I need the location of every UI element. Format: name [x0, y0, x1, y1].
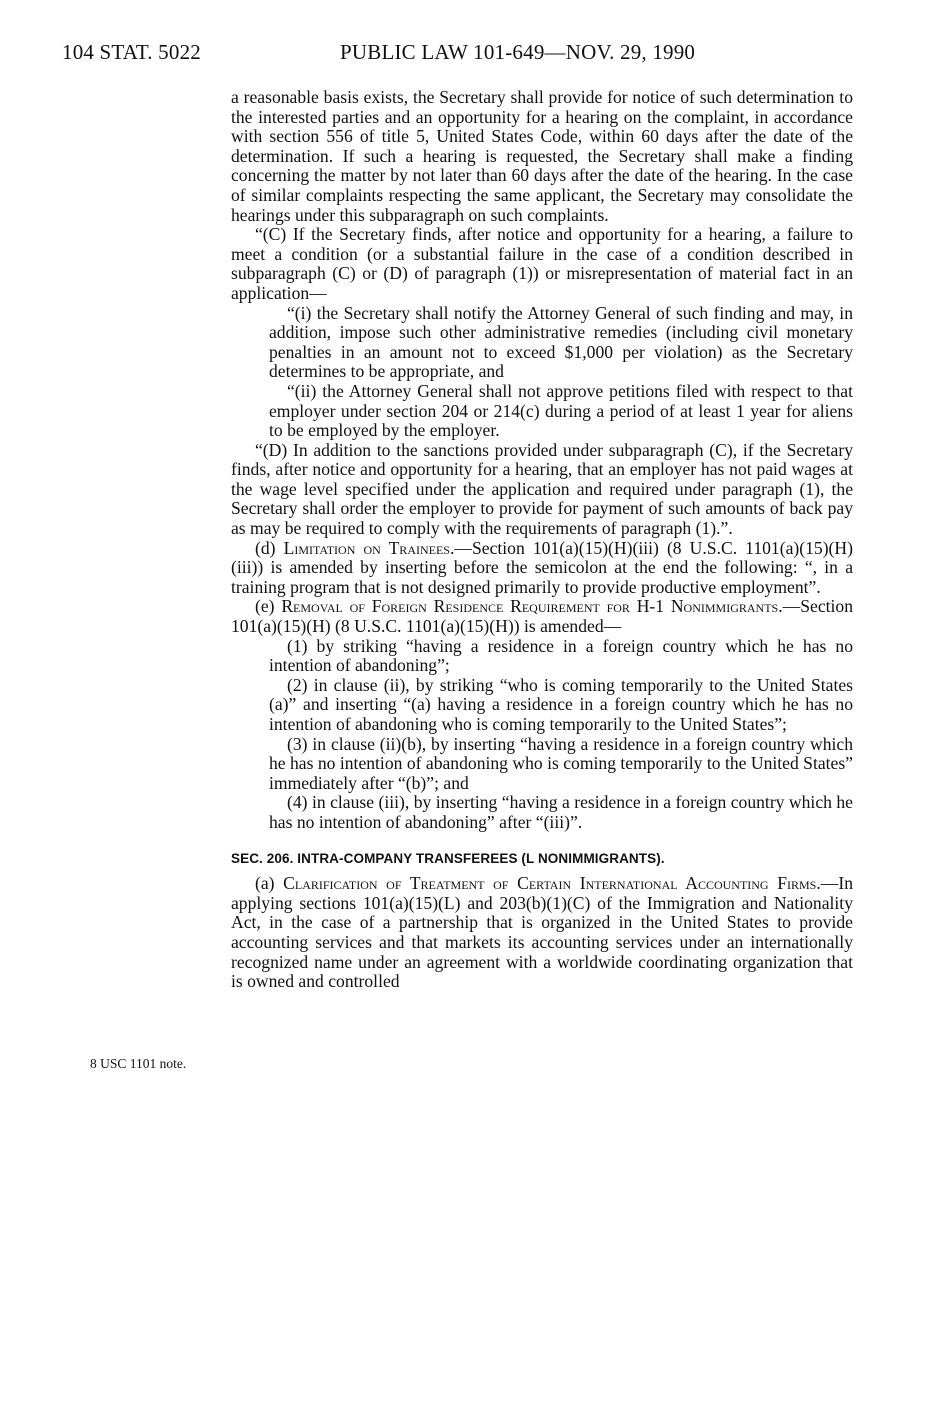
subsection-a-heading: Clarification of Treatment of Certain International Accounting Firms. — [283, 873, 821, 894]
section-heading: SEC. 206. INTRA-COMPANY TRANSFEREES (L NONIMMIGRANTS). — [231, 850, 665, 866]
amendment-2: (2) in clause (ii), by striking “who is coming temporarily to the United States (a)” and inserting “(a) having a residence in a foreign country which he has no intention of abandoning who is coming temporarily to the United States”; — [269, 674, 853, 734]
clause-i: “(i) the Secretary shall notify the Attorney General of such finding and may, in addition, impose such other administrative remedies (including civil monetary penalties in an amount not to exceed $1,000 per violation) as the Secretary determines to be appropriate, and — [269, 302, 853, 382]
subsection-e — [231, 597, 853, 636]
public-law-header: PUBLIC LAW 101-649—NOV. 29, 1990 — [340, 40, 696, 64]
subsection-d-prefix: (d) — [255, 537, 284, 558]
amendment-4: (4) in clause (iii), by inserting “having a residence in a foreign country which he has no intention of abandoning” after “(iii)”. — [269, 792, 853, 832]
subsection-a-prefix: (a) — [255, 873, 284, 894]
subsection-a — [231, 874, 853, 992]
subsection-e-heading: Removal of Foreign Residence Requirement for H-1 Nonimmigrants. — [281, 596, 783, 617]
body-text — [231, 88, 853, 992]
statute-reference: 104 STAT. 5022 — [62, 40, 201, 64]
subsection-d-heading: Limitation on Trainees. — [283, 537, 455, 558]
margin-note: 8 USC 1101 note. — [90, 1056, 187, 1071]
subsection-e-text: —Section 101(a)(15)(H) (8 U.S.C. 1101(a)(15)(H)) is amended— — [231, 596, 853, 637]
paragraph-hearing: a reasonable basis exists, the Secretary shall provide for notice of such determination to the interested parties and an opportunity for a hearing on the complaint, in accordance with section 556 of title 5, United States Code, within 60 days after the date of the determination. If such a hearing is requested, the Secretary shall make a finding concerning the matter by not later than 60 days after the date of the hearing. In the case of similar complaints respecting the same applicant, the Secretary may consolidate the hearings under this subparagraph on such complaints. — [231, 87, 853, 225]
paragraph-d-sanctions: “(D) In addition to the sanctions provided under subparagraph (C), if the Secretary finds, after notice and opportunity for a hearing, that an employer has not paid wages at the wage level specified under the application and required under paragraph (1), the Secretary shall order the employer to provide for payment of such amounts of back pay as may be required to comply with the requirements of paragraph (1).”. — [231, 439, 853, 539]
subsection-e-prefix: (e) — [255, 596, 282, 617]
subsection-d — [231, 539, 853, 598]
subsection-a-text: —In applying sections 101(a)(15)(L) and 203(b)(1)(C) of the Immigration and Nationality Act, in the case of a partnership that is organized in the United States to provide accounting services and that markets its accounting services under an internationally recognized name under an agreement with a worldwide coordinating organization that is owned and controlled — [231, 873, 853, 992]
amendment-3: (3) in clause (ii)(b), by inserting “having a residence in a foreign country which he has no intention of abandoning who is coming temporarily to the United States” immediately after “(b)”; and — [269, 733, 853, 793]
subsection-d-text: —Section 101(a)(15)(H)(iii) (8 U.S.C. 1101(a)(15)(H)(iii)) is amended by inserting before the semicolon at the end the following: “, in a training program that is not designed primarily to provide productive employment”. — [231, 537, 853, 597]
amendment-1: (1) by striking “having a residence in a foreign country which he has no intention of abandoning”; — [269, 635, 853, 676]
clause-ii: “(ii) the Attorney General shall not approve petitions filed with respect to that employer under section 204 or 214(c) during a period of at least 1 year for aliens to be employed by the employer. — [269, 380, 853, 441]
paragraph-c: “(C) If the Secretary finds, after notice and opportunity for a hearing, a failure to meet a condition (or a substantial failure in the case of a condition described in subparagraph (C) or (D) of paragraph (1)) or misrepresentation of material fact in an application— — [231, 224, 853, 303]
